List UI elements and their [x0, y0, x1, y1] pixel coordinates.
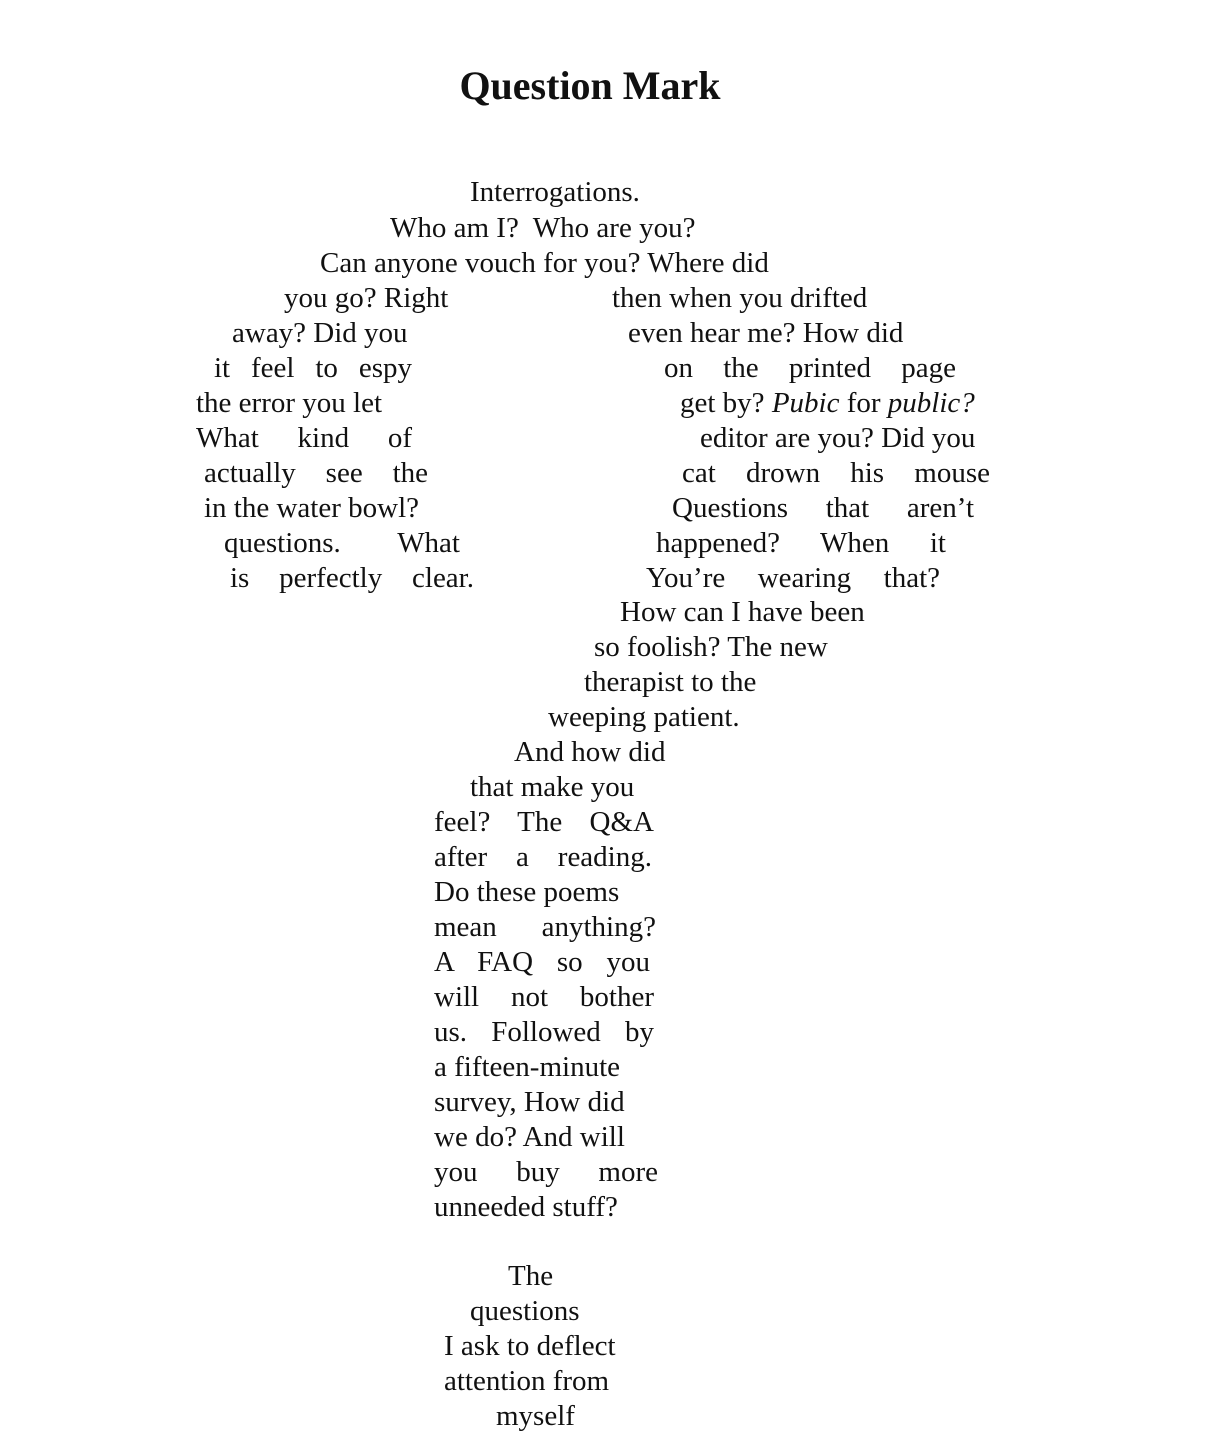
poem-text-segment: so foolish? The new — [594, 631, 828, 663]
poem-text-segment: Who am I? Who are you? — [390, 212, 696, 244]
poem-text-segment: happened? When it — [656, 527, 946, 559]
poem-line — [434, 1085, 656, 1120]
poem-line — [508, 1259, 564, 1294]
poem-text-segment: feel? The Q&A — [434, 806, 654, 838]
poem-text-segment: cat drown his mouse — [682, 457, 990, 489]
poem-line — [434, 1050, 652, 1085]
poem-line — [434, 945, 650, 980]
poem-text-segment: you go? Right — [284, 282, 449, 314]
poem-line — [584, 665, 792, 700]
poem-line — [682, 456, 990, 491]
poem-text-segment: then when you drifted — [612, 282, 868, 314]
poem-text-segment: actually see the — [204, 457, 428, 489]
poem-text-segment: Can anyone vouch for you? Where did — [320, 247, 769, 279]
poem-italic-word: Pubic — [771, 387, 840, 419]
poem-line — [656, 526, 946, 561]
poem-text-segment: after a reading. — [434, 841, 652, 873]
poem-line — [620, 595, 910, 630]
poem-text-segment: you buy more — [434, 1156, 658, 1188]
poem-text-segment: What kind of — [196, 422, 412, 454]
poem-line — [196, 386, 418, 421]
poem-line — [470, 1294, 600, 1329]
poem-line — [496, 1399, 588, 1434]
poem-line — [434, 980, 654, 1015]
poem-line — [444, 1364, 642, 1399]
poem-line — [196, 421, 412, 456]
poem-text-segment: a fifteen-minute — [434, 1051, 620, 1083]
poem-text-segment: unneeded stuff? — [434, 1191, 618, 1223]
poem-text-segment: will not bother — [434, 981, 654, 1013]
poem-line — [664, 351, 956, 386]
poem-line — [320, 246, 846, 281]
poem-line — [434, 1015, 654, 1050]
poem-line — [204, 491, 454, 526]
poem-line — [390, 211, 748, 246]
poem-line — [470, 770, 662, 805]
poem-text-segment: therapist to the — [584, 666, 757, 698]
poem-line — [700, 421, 1020, 456]
poem-text-segment: us. Followed by — [434, 1016, 654, 1048]
poem-line — [434, 875, 658, 910]
poem-text-segment: And how did — [514, 736, 666, 768]
poem-line — [434, 1120, 654, 1155]
poem-text-segment: the error you let — [196, 387, 383, 419]
poem-line — [646, 561, 940, 596]
poem-text-segment: we do? And will — [434, 1121, 625, 1153]
poem-text-segment: get by? — [680, 387, 772, 419]
poem-text-segment: I ask to deflect — [444, 1330, 616, 1362]
poem-text-segment: questions. What — [224, 527, 460, 559]
poem-line — [214, 351, 412, 386]
poem-text-segment: How can I have been — [620, 596, 865, 628]
poem-text-segment: is perfectly clear. — [230, 562, 474, 594]
poem-line — [612, 281, 912, 316]
poem-text-segment: weeping patient. — [548, 701, 740, 733]
poem-line — [434, 910, 656, 945]
poem-title: Question Mark — [459, 63, 721, 108]
poem-line — [594, 630, 868, 665]
poem-text-segment: The — [508, 1260, 554, 1292]
poem-line — [672, 491, 974, 526]
poem-text-segment: Interrogations. — [470, 176, 640, 208]
poem-text-segment: away? Did you — [232, 317, 408, 349]
poem-line — [548, 700, 770, 735]
poem-line — [628, 316, 950, 351]
poem-text-segment: You’re wearing that? — [646, 562, 940, 594]
poem-text-segment: that make you — [470, 771, 635, 803]
poem-text-segment: even hear me? How did — [628, 317, 904, 349]
poem-line — [434, 1155, 658, 1190]
poem-line — [224, 526, 460, 561]
poem-text-segment: survey, How did — [434, 1086, 625, 1118]
poem-text-segment: questions — [470, 1295, 580, 1327]
poem-line — [204, 456, 428, 491]
poem-text-segment: Questions that aren’t — [672, 492, 974, 524]
poem-line — [680, 386, 992, 421]
poem-text-segment: editor are you? Did you — [700, 422, 976, 454]
poem-text-segment: attention from — [444, 1365, 610, 1397]
poem-line — [434, 840, 652, 875]
poem-text-segment: for — [839, 387, 888, 419]
poem-text-segment: in the water bowl? — [204, 492, 420, 524]
poem-line — [514, 735, 692, 770]
poem-line — [232, 316, 430, 351]
poem-line — [434, 805, 654, 840]
poem-line — [470, 175, 670, 210]
poem-text-segment: on the printed page — [664, 352, 956, 384]
poem-line — [284, 281, 474, 316]
poem-text-segment: myself — [496, 1400, 575, 1432]
poem-line — [434, 1190, 656, 1225]
poem-text-segment: Do these poems — [434, 876, 620, 908]
poem-line — [230, 561, 474, 596]
poem-line — [444, 1329, 646, 1364]
poem-text-segment: A FAQ so you — [434, 946, 650, 978]
poem-text-segment: it feel to espy — [214, 352, 412, 384]
poem-text-segment: mean anything? — [434, 911, 656, 943]
poem-italic-word: public? — [887, 387, 975, 419]
